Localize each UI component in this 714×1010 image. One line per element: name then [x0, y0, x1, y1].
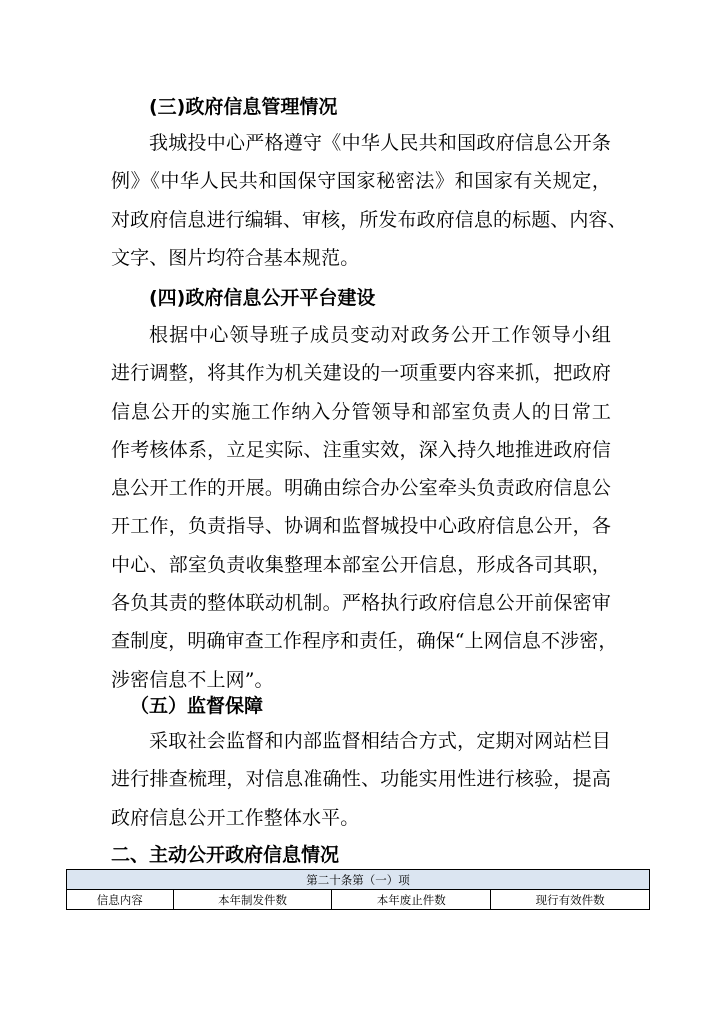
- paragraph-line: 息公开工作的开展。明确由综合办公室牵头负责政府信息公: [111, 477, 611, 500]
- paragraph-line: 进行排查梳理，对信息准确性、功能实用性进行核验，提高: [111, 768, 611, 791]
- part-2-heading: 二、主动公开政府信息情况: [111, 844, 340, 866]
- paragraph-line: 涉密信息不上网”。: [111, 668, 274, 691]
- table-header-cell: 信息内容: [67, 890, 174, 910]
- section-5-heading: （五）监督保障: [130, 695, 264, 717]
- paragraph-line: 信息公开的实施工作纳入分管领导和部室负责人的日常工: [111, 400, 611, 423]
- paragraph-line: 我城投中心严格遵守《中华人民共和国政府信息公开条: [149, 132, 611, 154]
- paragraph-line: 政府信息公开工作整体水平。: [111, 806, 360, 829]
- paragraph-line: 查制度，明确审查工作程序和责任，确保“上网信息不涉密，: [111, 630, 618, 653]
- paragraph-line: 文字、图片均符合基本规范。: [111, 246, 360, 269]
- paragraph-line: 采取社会监督和内部监督相结合方式，定期对网站栏目: [149, 730, 611, 752]
- paragraph-line: 进行调整，将其作为机关建设的一项重要内容来抓，把政府: [111, 362, 611, 385]
- section-4-heading: (四)政府信息公开平台建设: [149, 287, 376, 309]
- paragraph-line: 开工作，负责指导、协调和监督城投中心政府信息公开，各: [111, 515, 611, 538]
- section-3-heading: (三)政府信息管理情况: [149, 96, 338, 118]
- section-5-body: [111, 722, 611, 837]
- table-header-cell: 现行有效件数: [491, 890, 650, 910]
- info-table: [66, 869, 650, 910]
- table-title-row: [67, 870, 650, 890]
- paragraph-line: 例》《中华人民共和国保守国家秘密法》和国家有关规定，: [111, 170, 611, 193]
- paragraph-line: 中心、部室负责收集整理本部室公开信息，形成各司其职，: [111, 553, 611, 576]
- table-title-cell: 第二十条第（一）项: [67, 870, 650, 890]
- paragraph-line: 根据中心领导班子成员变动对政务公开工作领导小组: [149, 324, 611, 346]
- section-3-body: [111, 124, 627, 277]
- table-header-cell: 本年制发件数: [173, 890, 332, 910]
- paragraph-line: 各负其责的整体联动机制。严格执行政府信息公开前保密审: [111, 592, 611, 615]
- paragraph-line: 对政府信息进行编辑、审核，所发布政府信息的标题、内容、: [111, 208, 627, 231]
- section-4-body: [111, 316, 618, 699]
- paragraph-line: 作考核体系，立足实际、注重实效，深入持久地推进政府信: [111, 438, 611, 461]
- table-header-row: [67, 890, 650, 910]
- table-header-cell: 本年废止件数: [332, 890, 491, 910]
